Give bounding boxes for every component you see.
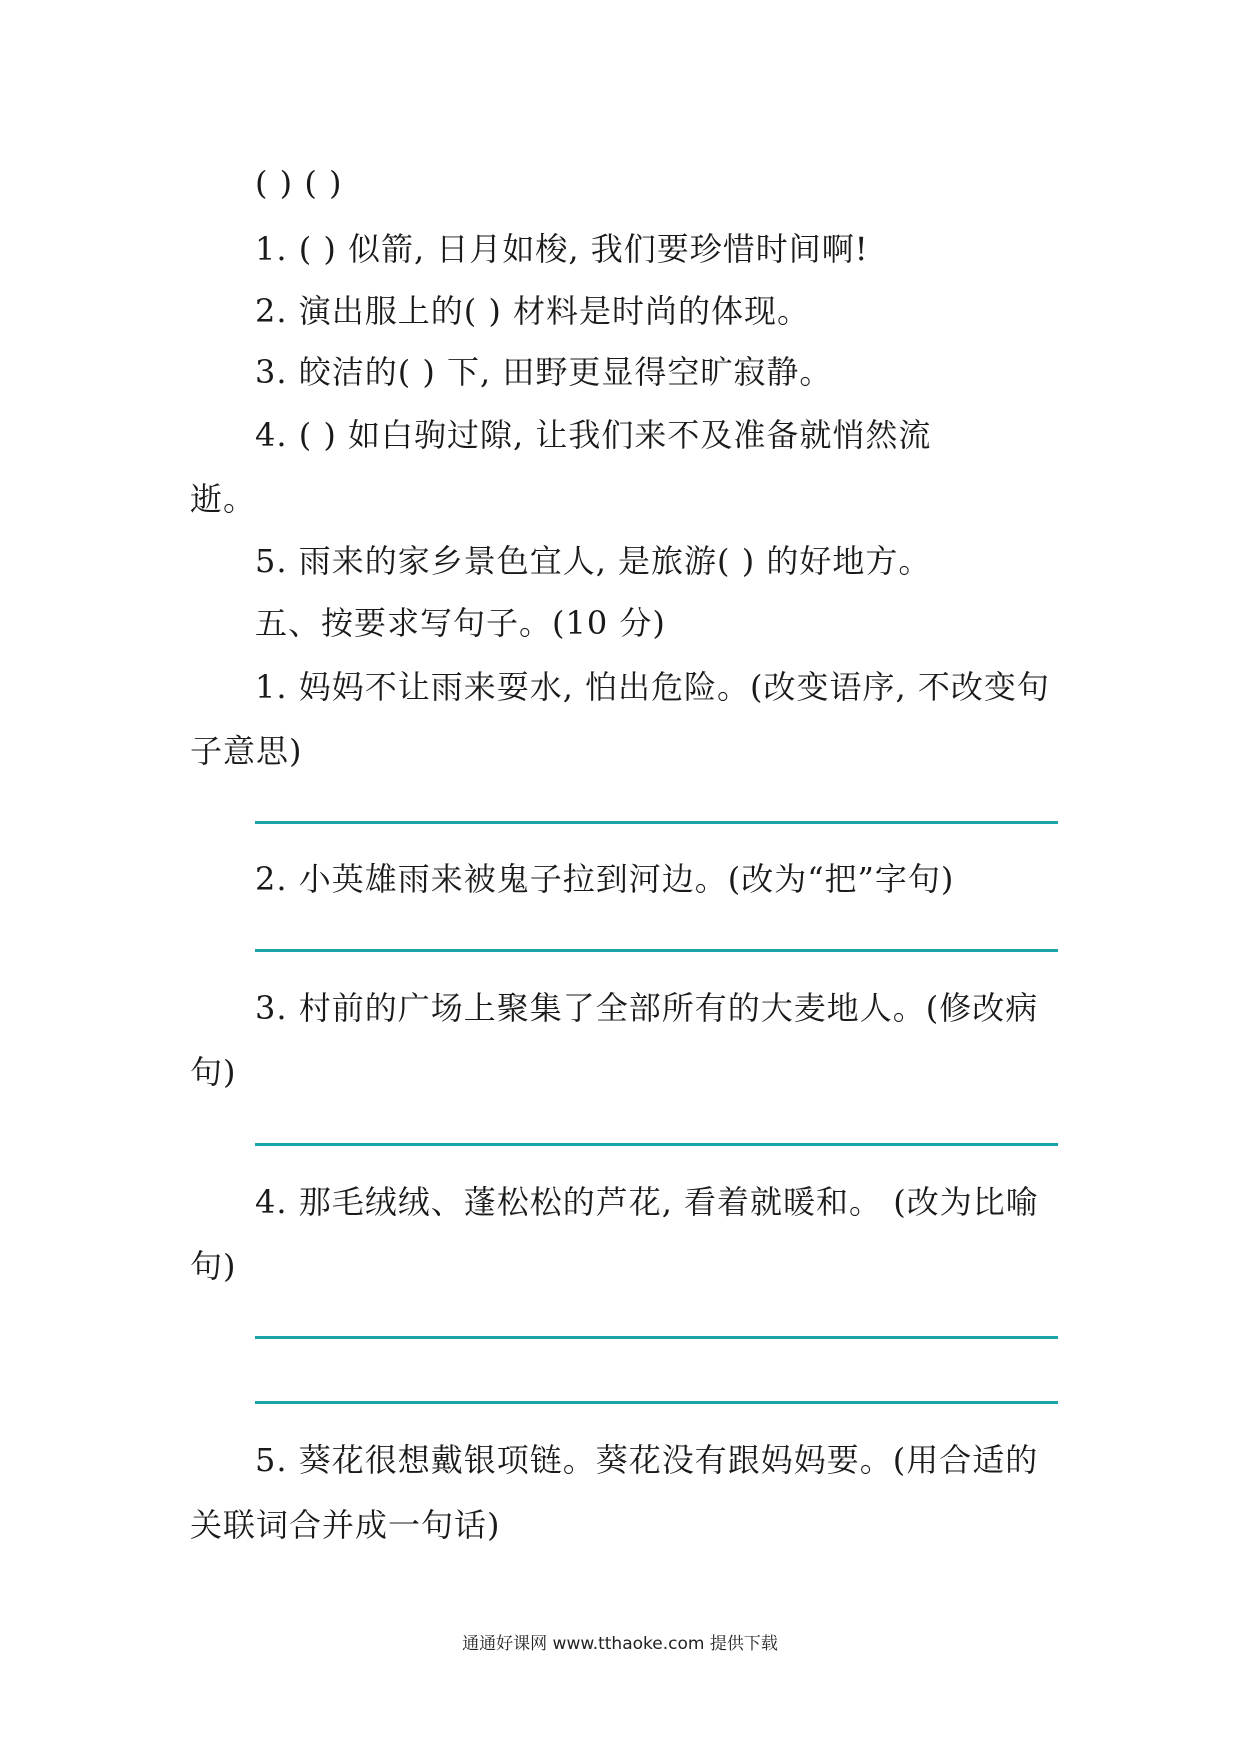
question-3: 3. 村前的广场上聚集了全部所有的大麦地人。(修改病 bbox=[255, 989, 1039, 1027]
fill-item-4-continued: 逝。 bbox=[190, 480, 257, 518]
page-footer: 通通好课网 www.tthaoke.com 提供下载 bbox=[462, 1634, 778, 1654]
question-4: 4. 那毛绒绒、蓬松松的芦花, 看着就暖和。 (改为比喻 bbox=[255, 1183, 1039, 1221]
answer-line-1[interactable] bbox=[255, 821, 1058, 824]
answer-line-3[interactable] bbox=[255, 1143, 1058, 1146]
question-3-continued: 句) bbox=[190, 1053, 237, 1091]
question-1-continued: 子意思) bbox=[190, 732, 303, 770]
fill-item-4: 4. ( ) 如白驹过隙, 让我们来不及准备就悄然流 bbox=[255, 416, 932, 454]
fill-item-1: 1. ( ) 似箭, 日月如梭, 我们要珍惜时间啊! bbox=[255, 230, 869, 268]
blank-options-row: ( ) ( ) bbox=[255, 164, 343, 202]
answer-line-4a[interactable] bbox=[255, 1336, 1058, 1339]
question-5: 5. 葵花很想戴银项链。葵花没有跟妈妈要。(用合适的 bbox=[255, 1441, 1039, 1479]
question-5-continued: 关联词合并成一句话) bbox=[190, 1506, 501, 1544]
question-4-continued: 句) bbox=[190, 1247, 237, 1285]
fill-item-3: 3. 皎洁的( ) 下, 田野更显得空旷寂静。 bbox=[255, 353, 833, 391]
question-2: 2. 小英雄雨来被鬼子拉到河边。(改为“把”字句) bbox=[255, 860, 955, 898]
answer-line-4b[interactable] bbox=[255, 1401, 1058, 1404]
section-five-heading: 五、按要求写句子。(10 分) bbox=[255, 604, 666, 642]
question-1: 1. 妈妈不让雨来耍水, 怕出危险。(改变语序, 不改变句 bbox=[255, 668, 1050, 706]
fill-item-2: 2. 演出服上的( ) 材料是时尚的体现。 bbox=[255, 292, 811, 330]
answer-line-2[interactable] bbox=[255, 949, 1058, 952]
fill-item-5: 5. 雨来的家乡景色宜人, 是旅游( ) 的好地方。 bbox=[255, 542, 932, 580]
